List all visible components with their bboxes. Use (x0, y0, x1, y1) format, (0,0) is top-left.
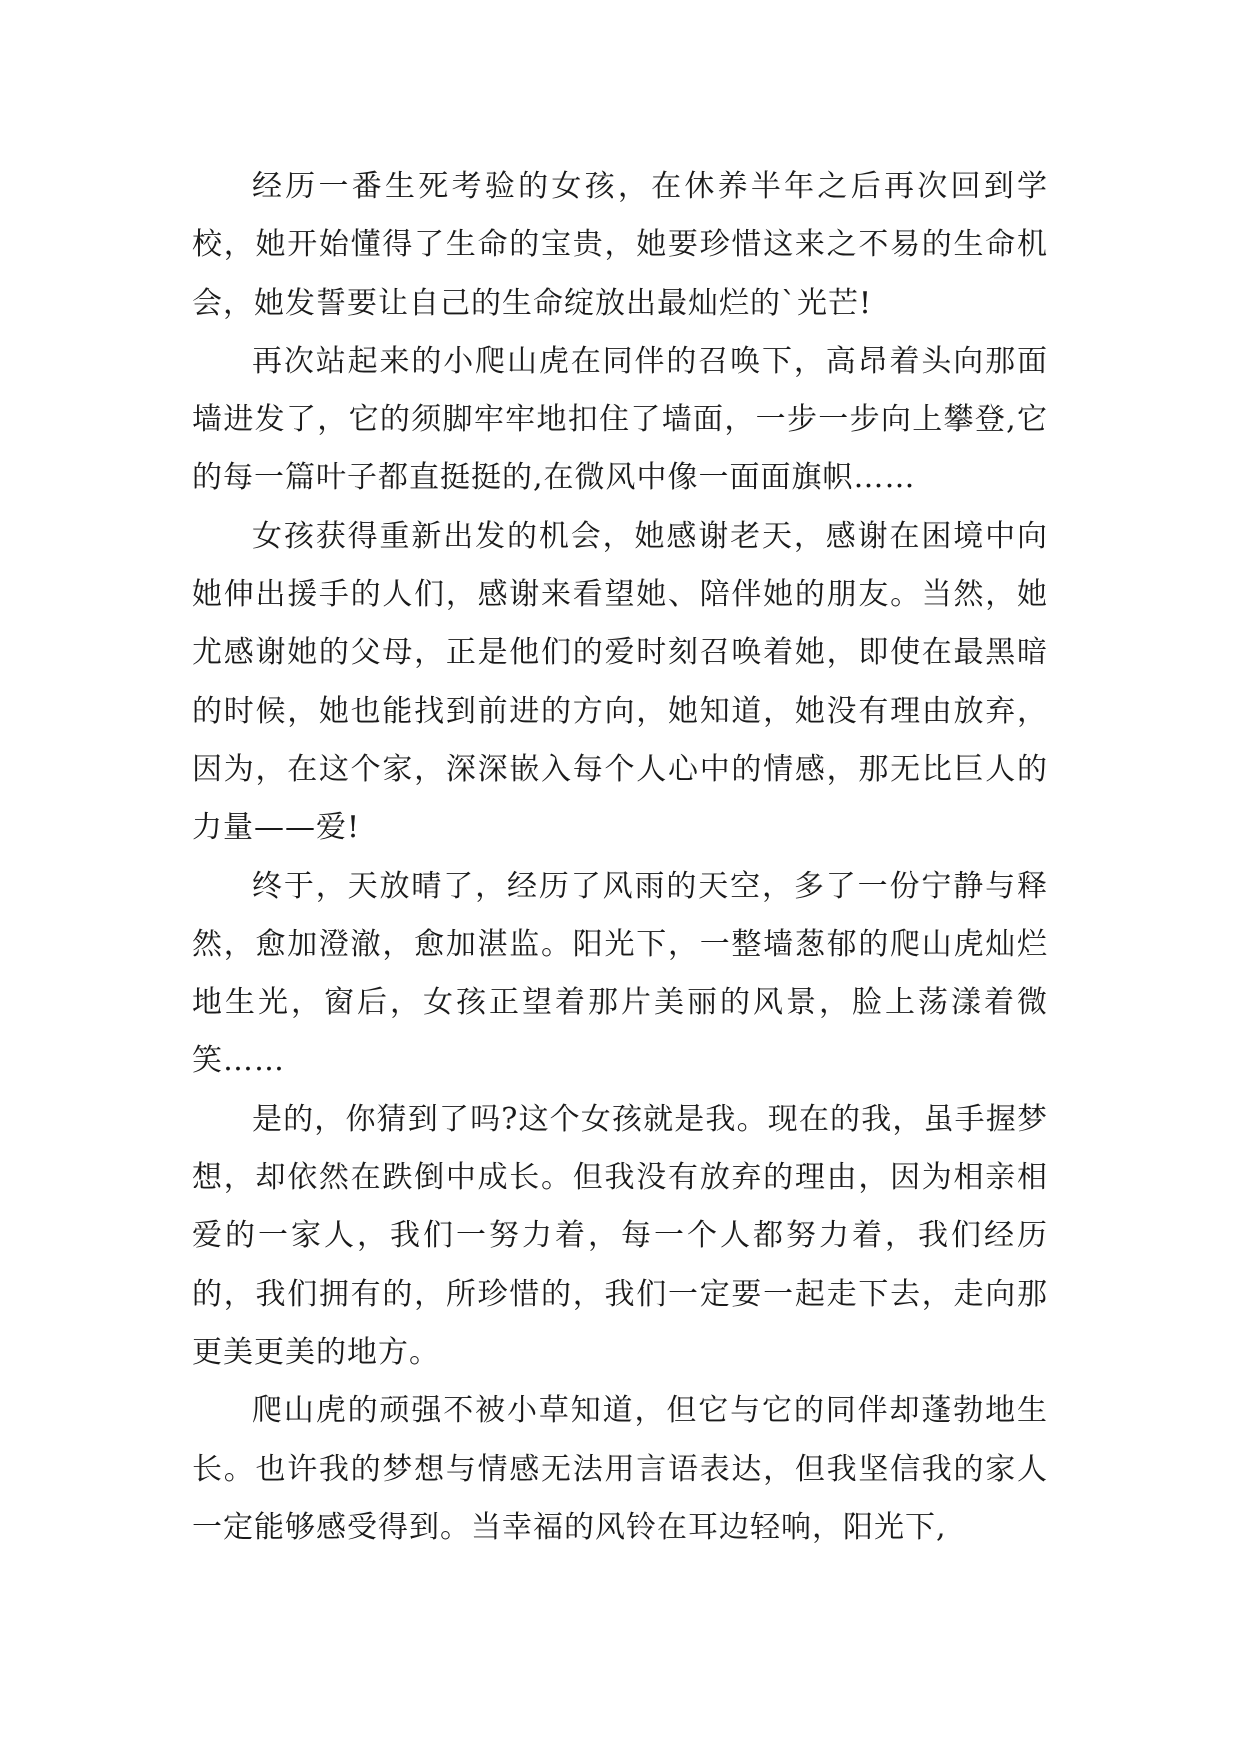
paragraph-2: 再次站起来的小爬山虎在同伴的召唤下，高昂着头向那面墙进发了，它的须脚牢牢地扣住了墙面，一步一步向上攀登,它的每一篇叶子都直挺挺的,在微风中像一面面旗帜…… (192, 343, 1048, 496)
paragraph-4: 终于，天放晴了，经历了风雨的天空，多了一份宁静与释然，愈加澄澈，愈加湛监。阳光下，一整墙葱郁的爬山虎灿烂地生光，窗后，女孩正望着那片美丽的风景，脸上荡漾着微笑…… (192, 868, 1048, 1079)
paragraph-6: 爬山虎的顽强不被小草知道，但它与它的同伴却蓬勃地生长。也许我的梦想与情感无法用言语表达，但我坚信我的家人一定能够感受得到。当幸福的风铃在耳边轻响，阳光下, (192, 1393, 1048, 1545)
paragraph-5: 是的，你猜到了吗?这个女孩就是我。现在的我，虽手握梦想，却依然在跌倒中成长。但我没有放弃的理由，因为相亲相爱的一家人，我们一努力着，每一个人都努力着，我们经历的，我们拥有的，所珍惜的，我们一定要一起走下去，走向那更美更美的地方。 (192, 1101, 1048, 1370)
body-text (192, 158, 1048, 1557)
paragraph-3: 女孩获得重新出发的机会，她感谢老天，感谢在困境中向她伸出援手的人们，感谢来看望她、陪伴她的朋友。当然，她尤感谢她的父母，正是他们的爱时刻召唤着她，即使在最黑暗的时候，她也能找到前进的方向，她知道，她没有理由放弃，因为，在这个家，深深嵌入每个人心中的情感，那无比巨人的力量——爱! (192, 518, 1048, 846)
paragraph-1: 经历一番生死考验的女孩，在休养半年之后再次回到学校，她开始懂得了生命的宝贵，她要珍惜这来之不易的生命机会，她发誓要让自己的生命绽放出最灿烂的`光芒! (192, 169, 1048, 321)
